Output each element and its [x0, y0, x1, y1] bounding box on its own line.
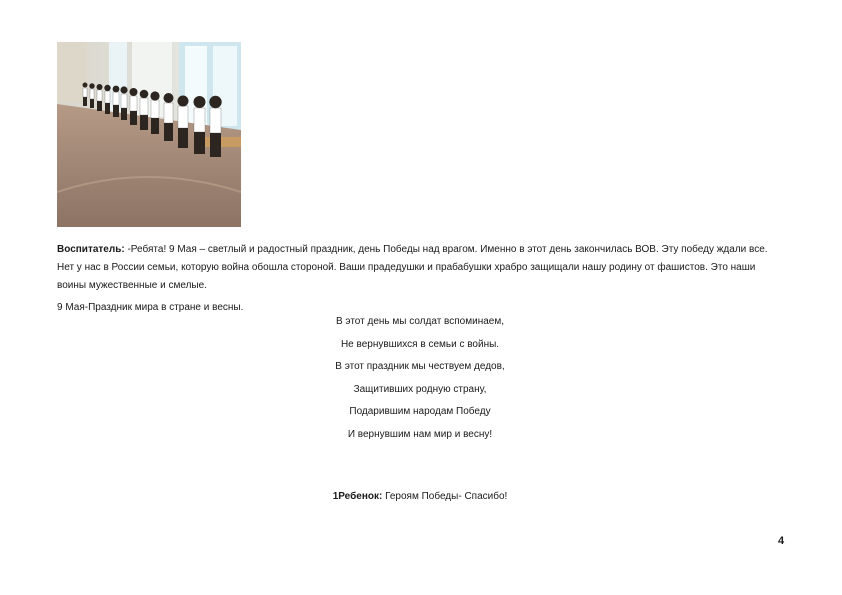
- poem-line: В этот праздник мы чествуем дедов,: [335, 361, 505, 372]
- intro-text: -Ребята! 9 Мая – светлый и радостный праздник, день Победы над врагом. Именно в этот день закончилась ВОВ. Эту победу ждали все. Нет у нас в России семьи, которую война обошла стороной. Ваши прадедушки и прабабушки храбро защищали нашу родину от фашистов. Это наши воины мужественные и смелые.: [57, 244, 768, 291]
- intro-paragraph: [57, 241, 787, 295]
- holiday-subtitle: 9 Мая-Праздник мира в стране и весны.: [57, 302, 244, 313]
- intro-speaker: Воспитатель:: [57, 244, 125, 255]
- page-number: 4: [778, 535, 785, 547]
- poem-line: И вернувшим нам мир и весну!: [347, 428, 493, 440]
- poem-line: Подарившим народам Победу: [349, 406, 491, 417]
- children-lined-up-in-hall-photo: [57, 42, 241, 227]
- poem-line: Не вернувшихся в семьи с войны.: [340, 338, 500, 350]
- children-photo: [57, 42, 241, 227]
- child-line: [200, 491, 640, 502]
- poem: [200, 316, 640, 451]
- poem-line: Защитивших родную страну,: [353, 383, 487, 395]
- intro-paragraph-block: [57, 241, 787, 317]
- child-text: Героям Победы- Спасибо!: [382, 491, 508, 502]
- poem-line: В этот день мы солдат вспоминаем,: [335, 316, 504, 327]
- child-speaker: 1Ребенок:: [332, 491, 383, 502]
